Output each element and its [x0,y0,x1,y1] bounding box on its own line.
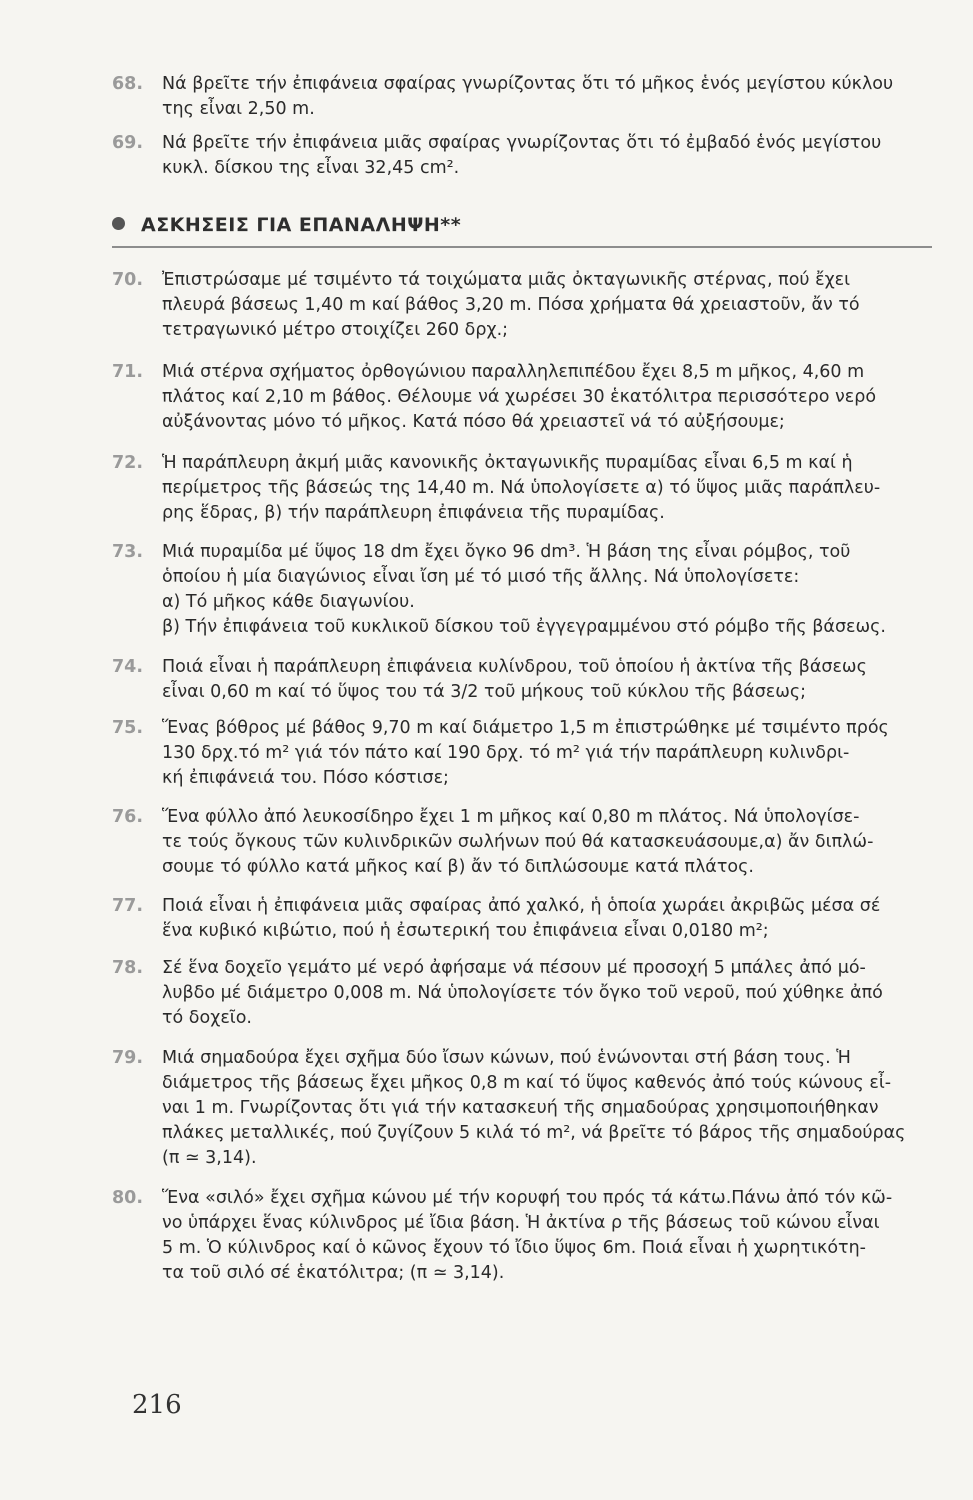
exercise-72 [112,451,942,526]
exercise-line: ἕνα κυβικό κιβώτιο, πού ἡ ἐσωτερική του ἐπιφάνεια εἶναι 0,0180 m²; [162,921,769,941]
exercise-number: 69. [112,133,144,153]
exercise-69 [112,131,942,181]
exercise-number: 76. [112,807,144,827]
exercise-line: Ἡ παράπλευρη ἀκμή μιᾶς κανονικῆς ὀκταγωνικῆς πυραμίδας εἶναι 6,5 m καί ἡ [162,453,853,473]
section-divider [112,246,932,248]
exercise-line: τό δοχεῖο. [162,1008,252,1028]
exercise-line: ναι 1 m. Γνωρίζοντας ὅτι γιά τήν κατασκευή τῆς σημαδούρας χρησιμοποιήθηκαν [162,1098,879,1118]
exercise-line: τα τοῦ σιλό σέ ἑκατόλιτρα; (π ≃ 3,14). [162,1263,505,1283]
exercise-line: ρης ἕδρας, β) τήν παράπλευρη ἐπιφάνεια τῆς πυραμίδας. [162,503,665,523]
exercise-line: Ποιά εἶναι ἡ ἐπιφάνεια μιᾶς σφαίρας ἀπό χαλκό, ἡ ὁποία χωράει ἀκριβῶς μέσα σέ [162,896,881,916]
exercise-line: εἶναι 0,60 m καί τό ὕψος του τά 3/2 τοῦ μήκους τοῦ κύκλου τῆς βάσεως; [162,682,807,702]
exercise-line: (π ≃ 3,14). [162,1148,257,1168]
exercise-70 [112,268,942,343]
exercise-line: πλάτος καί 2,10 m βάθος. Θέλουμε νά χωρέσει 30 ἑκατόλιτρα περισσότερο νερό [162,387,877,407]
exercise-line: νο ὑπάρχει ἕνας κύλινδρος μέ ἴδια βάση. Ἡ ἀκτίνα ρ τῆς βάσεως τοῦ κώνου εἶναι [162,1213,880,1233]
exercise-number: 75. [112,718,144,738]
exercise-line: Ἕνα «σιλό» ἔχει σχῆμα κώνου μέ τήν κορυφή του πρός τά κάτω.Πάνω ἀπό τόν κῶ- [162,1188,893,1208]
exercise-line: Νά βρεῖτε τήν ἐπιφάνεια σφαίρας γνωρίζοντας ὅτι τό μῆκος ἑνός μεγίστου κύκλου [162,74,894,94]
exercise-line: της εἶναι 2,50 m. [162,99,315,119]
exercise-line: Μιά σημαδούρα ἔχει σχῆμα δύο ἴσων κώνων, πού ἑνώνονται στή βάση τους. Ἡ [162,1048,851,1068]
exercise-line: πλευρά βάσεως 1,40 m καί βάθος 3,20 m. Πόσα χρήματα θά χρειαστοῦν, ἄν τό [162,295,860,315]
exercise-line: τε τούς ὄγκους τῶν κυλινδρικῶν σωλήνων πού θά κατασκευάσουμε,α) ἄν διπλώ- [162,832,874,852]
page-number: 216 [132,1390,182,1420]
exercise-75 [112,716,942,791]
exercise-line: αὐξάνοντας μόνο τό μῆκος. Κατά πόσο θά χρειαστεῖ νά τό αὐξήσουμε; [162,412,785,432]
exercise-73 [112,540,942,640]
exercise-line: 5 m. Ὁ κύλινδρος καί ὁ κῶνος ἔχουν τό ἴδιο ὕψος 6m. Ποιά εἶναι ἡ χωρητικότη- [162,1238,866,1258]
exercise-line: Μιά στέρνα σχήματος ὀρθογώνιου παραλληλεπιπέδου ἔχει 8,5 m μῆκος, 4,60 m [162,362,865,382]
exercise-line: σουμε τό φύλλο κατά μῆκος καί β) ἄν τό διπλώσουμε κατά πλάτος. [162,857,754,877]
exercise-line: κυκλ. δίσκου της εἶναι 32,45 cm². [162,158,460,178]
exercise-78 [112,956,942,1031]
exercise-line: Ἐπιστρώσαμε μέ τσιμέντο τά τοιχώματα μιᾶς ὀκταγωνικῆς στέρνας, πού ἔχει [162,270,851,290]
exercise-76 [112,805,942,880]
exercise-68 [112,72,942,122]
exercise-line: α) Τό μῆκος κάθε διαγωνίου. [162,592,415,612]
exercise-79 [112,1046,942,1171]
exercise-71 [112,360,942,435]
exercise-line: διάμετρος τῆς βάσεως ἔχει μῆκος 0,8 m καί τό ὕψος καθενός ἀπό τούς κώνους εἶ- [162,1073,892,1093]
section-heading-text: ΑΣΚΗΣΕΙΣ ΓΙΑ ΕΠΑΝΑΛΗΨΗ** [141,214,462,236]
exercise-line: Ἕνας βόθρος μέ βάθος 9,70 m καί διάμετρο 1,5 m ἐπιστρώθηκε μέ τσιμέντο πρός [162,718,889,738]
exercise-line: ὁποίου ἡ μία διαγώνιος εἶναι ἴση μέ τό μισό τῆς ἄλλης. Νά ὑπολογίσετε: [162,567,800,587]
exercise-number: 71. [112,362,144,382]
exercise-line: Μιά πυραμίδα μέ ὕψος 18 dm ἔχει ὄγκο 96 dm³. Ἡ βάση της εἶναι ρόμβος, τοῦ [162,542,851,562]
exercise-line: Ποιά εἶναι ἡ παράπλευρη ἐπιφάνεια κυλίνδρου, τοῦ ὁποίου ἡ ἀκτίνα τῆς βάσεως [162,657,867,677]
exercise-line: Νά βρεῖτε τήν ἐπιφάνεια μιᾶς σφαίρας γνωρίζοντας ὅτι τό ἐμβαδό ἑνός μεγίστου [162,133,882,153]
exercise-number: 73. [112,542,144,562]
exercise-number: 74. [112,657,144,677]
exercise-number: 77. [112,896,144,916]
exercise-line: Σέ ἕνα δοχεῖο γεμάτο μέ νερό ἀφήσαμε νά πέσουν μέ προσοχή 5 μπάλες ἀπό μό- [162,958,866,978]
exercise-line: περίμετρος τῆς βάσεώς της 14,40 m. Νά ὑπολογίσετε α) τό ὕψος μιᾶς παράπλευ- [162,478,881,498]
exercise-number: 79. [112,1048,144,1068]
exercise-74 [112,655,942,705]
exercise-line: Ἕνα φύλλο ἀπό λευκοσίδηρο ἔχει 1 m μῆκος καί 0,80 m πλάτος. Νά ὑπολογίσε- [162,807,860,827]
exercise-line: β) Τήν ἐπιφάνεια τοῦ κυκλικοῦ δίσκου τοῦ ἐγγεγραμμένου στό ρόμβο τῆς βάσεως. [162,617,886,637]
exercise-number: 68. [112,74,144,94]
exercise-77 [112,894,942,944]
exercise-80 [112,1186,942,1286]
exercise-line: 130 δρχ.τό m² γιά τόν πάτο καί 190 δρχ. τό m² γιά τήν παράπλευρη κυλινδρι- [162,743,850,763]
exercise-line: τετραγωνικό μέτρο στοιχίζει 260 δρχ.; [162,320,509,340]
exercise-number: 80. [112,1188,144,1208]
exercise-line: πλάκες μεταλλικές, πού ζυγίζουν 5 κιλά τό m², νά βρεῖτε τό βάρος τῆς σημαδούρας [162,1123,906,1143]
exercise-line: λυβδο μέ διάμετρο 0,008 m. Νά ὑπολογίσετε τόν ὄγκο τοῦ νεροῦ, πού χύθηκε ἀπό [162,983,883,1003]
exercise-number: 72. [112,453,144,473]
exercise-line: κή ἐπιφάνειά του. Πόσο κόστισε; [162,768,449,788]
exercise-number: 78. [112,958,144,978]
section-heading [112,214,932,236]
bullet-dot-icon [112,217,125,230]
exercise-number: 70. [112,270,144,290]
